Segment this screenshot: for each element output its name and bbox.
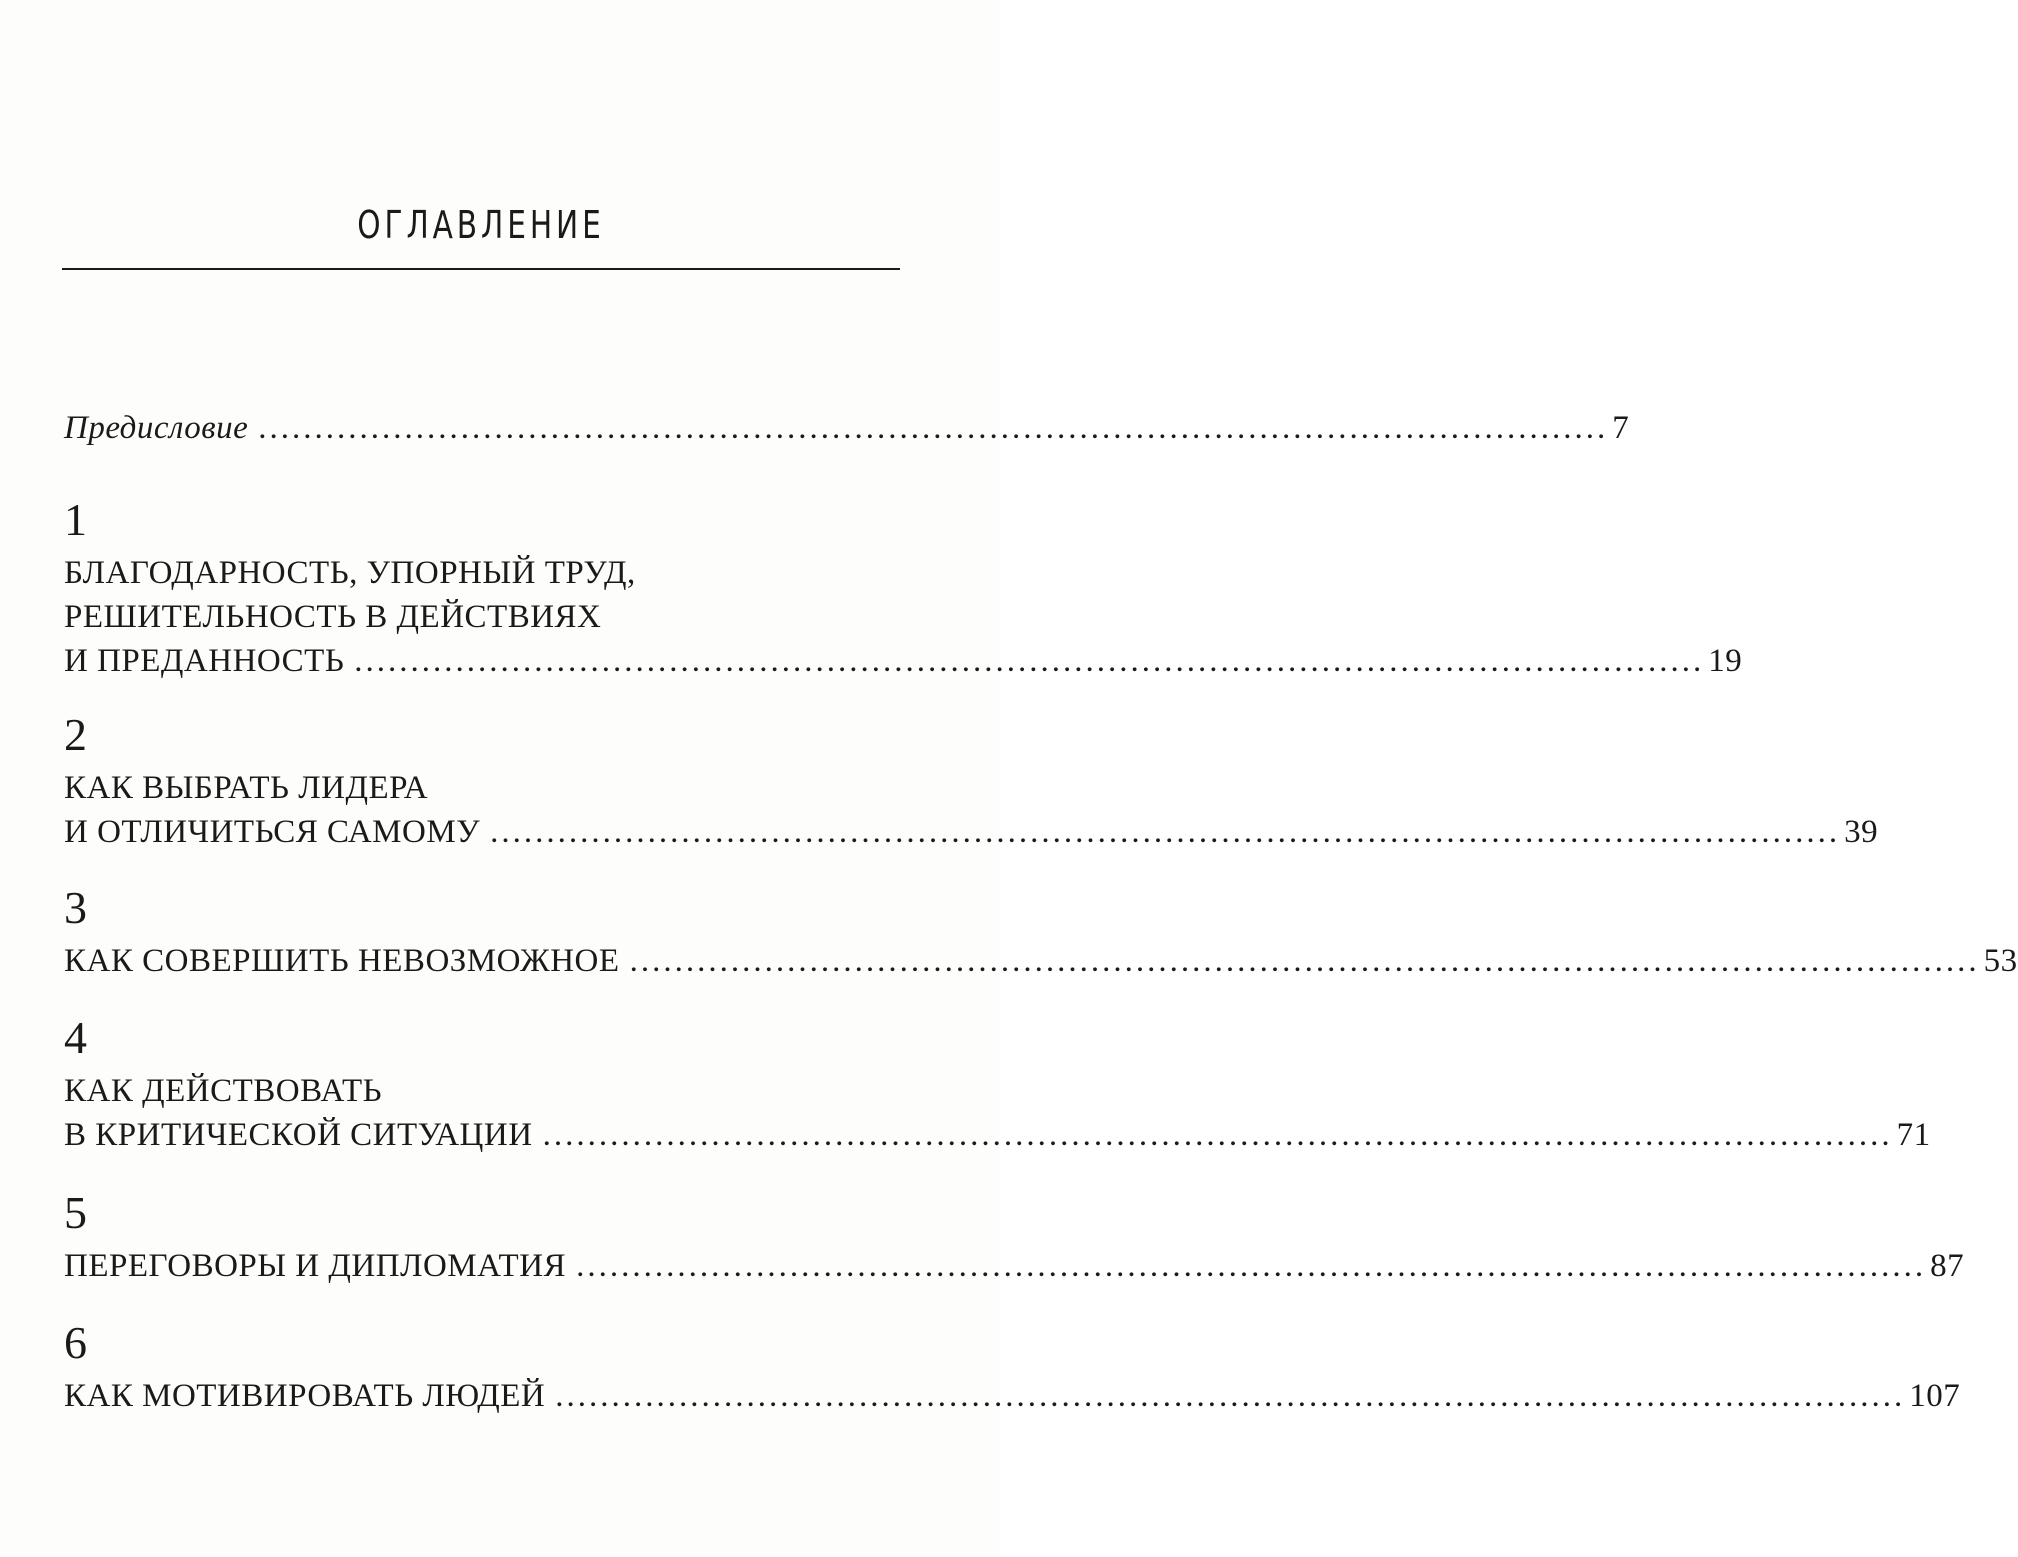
toc-line [64,1113,1931,1157]
chapter-number: 6 [64,1317,87,1368]
toc-entry-chapter-5 [64,1187,1965,1288]
page-number: 19 [1708,643,1743,679]
entry-title: ПЕРЕГОВОРЫ И ДИПЛОМАТИЯ [64,1248,567,1284]
toc-line [64,406,1630,450]
page-number: 107 [1909,1378,1961,1414]
page-number: 87 [1930,1248,1965,1284]
entry-title-line: РЕШИТЕЛЬНОСТЬ В ДЕЙСТВИЯХ [64,599,602,635]
toc-line [64,939,2018,983]
page-number: 39 [1844,814,1879,850]
dot-leader: ........................................................................................................................ [354,643,1705,679]
toc-entry-chapter-6 [64,1317,1961,1418]
entry-title: В КРИТИЧЕСКОЙ СИТУАЦИИ [64,1117,533,1153]
toc-line [64,639,1743,683]
dot-leader: ........................................................................................................................ [258,410,1609,446]
entry-title: И ПРЕДАННОСТЬ [64,643,345,679]
dot-leader: ........................................................................................................................ [576,1248,1927,1284]
toc-entry-preface [64,406,1630,450]
toc-entry-chapter-1 [64,494,1743,683]
entry-title-line: БЛАГОДАРНОСТЬ, УПОРНЫЙ ТРУД, [64,555,636,591]
page-number: 53 [1983,943,2018,979]
title-divider [62,268,900,270]
dot-leader: ........................................................................................................................ [542,1117,1893,1153]
page-number: 71 [1896,1117,1931,1153]
toc-line [64,810,1879,854]
toc-entry-chapter-3 [64,882,2018,983]
dot-leader: ........................................................................................................................ [555,1378,1906,1414]
toc-entry-chapter-4 [64,1012,1931,1157]
toc-line [64,1244,1965,1288]
toc-entry-chapter-2 [64,709,1879,854]
dot-leader: ........................................................................................................................ [629,943,1980,979]
chapter-number: 4 [64,1012,87,1063]
entry-title-line: КАК ДЕЙСТВОВАТЬ [64,1073,383,1109]
entry-title: Предисловие [64,410,249,446]
entry-title: И ОТЛИЧИТЬСЯ САМОМУ [64,814,481,850]
chapter-number: 3 [64,882,87,933]
entry-title: КАК МОТИВИРОВАТЬ ЛЮДЕЙ [64,1378,546,1414]
page-title: ОГЛАВЛЕНИЕ [357,203,605,247]
toc-line [64,1374,1961,1418]
entry-title-line: КАК ВЫБРАТЬ ЛИДЕРА [64,770,429,806]
dot-leader: ........................................................................................................................ [490,814,1841,850]
chapter-number: 2 [64,709,87,760]
page-number: 7 [1612,410,1630,446]
chapter-number: 5 [64,1187,87,1238]
chapter-number: 1 [64,494,87,545]
entry-title: КАК СОВЕРШИТЬ НЕВОЗМОЖНОЕ [64,943,620,979]
